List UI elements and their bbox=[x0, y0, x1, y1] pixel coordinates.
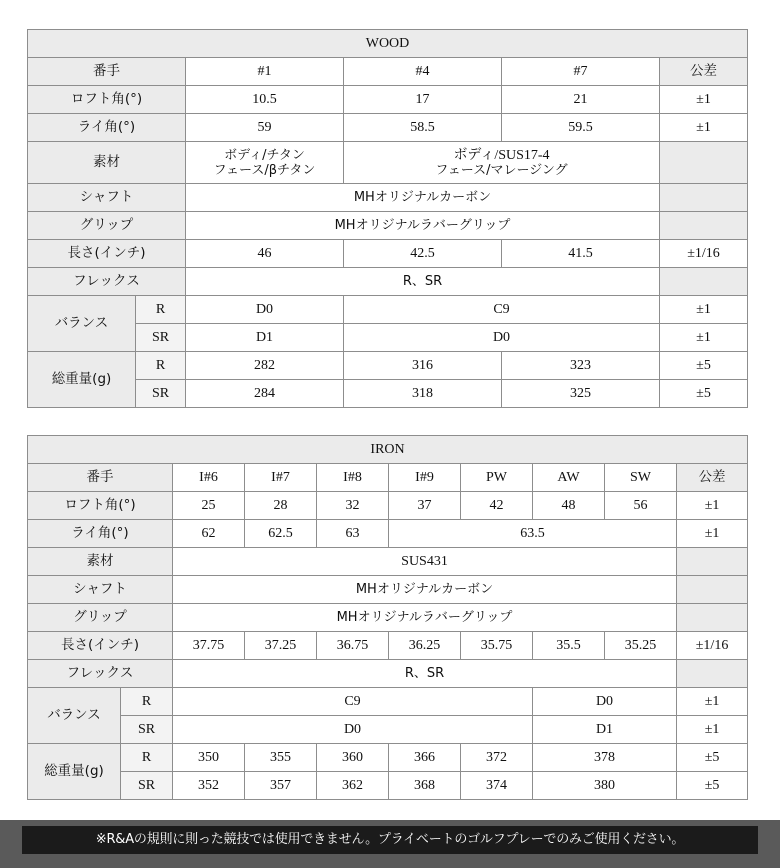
flex-sr-label: SR bbox=[136, 380, 186, 408]
table-row bbox=[28, 240, 748, 268]
row-label-grip: グリップ bbox=[28, 212, 186, 240]
length-value: 46 bbox=[186, 240, 344, 268]
wood-table-title: WOOD bbox=[28, 30, 748, 58]
weight-value: 323 bbox=[502, 352, 660, 380]
table-row bbox=[28, 576, 748, 604]
row-label-loft: ロフト角(°) bbox=[28, 492, 173, 520]
material-body: ボディ/SUS17-4 bbox=[453, 147, 550, 163]
row-label-flex: フレックス bbox=[28, 268, 186, 296]
weight-value: 366 bbox=[389, 744, 461, 772]
tolerance-value: ±1/16 bbox=[677, 632, 748, 660]
tolerance-value: ±1 bbox=[677, 520, 748, 548]
loft-value: 37 bbox=[389, 492, 461, 520]
flex-r-label: R bbox=[136, 296, 186, 324]
empty-cell bbox=[660, 184, 748, 212]
shaft-value: MHオリジナルカーボン bbox=[186, 184, 660, 212]
flex-value: R、SR bbox=[173, 660, 677, 688]
table-row bbox=[28, 142, 748, 184]
table-row bbox=[28, 184, 748, 212]
weight-value: 380 bbox=[533, 772, 677, 800]
flex-value: R、SR bbox=[186, 268, 660, 296]
usage-notice: ※R&Aの規則に則った競技では使用できません。プライベートのゴルフプレーでのみご使用ください。 bbox=[22, 826, 758, 854]
table-row bbox=[28, 436, 748, 464]
length-value: 35.75 bbox=[461, 632, 533, 660]
table-row bbox=[28, 548, 748, 576]
balance-value: D0 bbox=[344, 324, 660, 352]
balance-value: C9 bbox=[173, 688, 533, 716]
balance-value: D0 bbox=[173, 716, 533, 744]
row-label-weight: 総重量(g) bbox=[28, 744, 121, 800]
club-number: I#7 bbox=[245, 464, 317, 492]
lie-value: 58.5 bbox=[344, 114, 502, 142]
row-label-weight: 総重量(g) bbox=[28, 352, 136, 408]
iron-table-title: IRON bbox=[28, 436, 748, 464]
table-row bbox=[28, 716, 748, 744]
club-number: #7 bbox=[502, 58, 660, 86]
grip-value: MHオリジナルラバーグリップ bbox=[173, 604, 677, 632]
balance-value: C9 bbox=[344, 296, 660, 324]
row-label-balance: バランス bbox=[28, 296, 136, 352]
tolerance-value: ±1/16 bbox=[660, 240, 748, 268]
table-row bbox=[28, 744, 748, 772]
tolerance-value: ±5 bbox=[677, 772, 748, 800]
tolerance-value: ±1 bbox=[660, 86, 748, 114]
weight-value: 374 bbox=[461, 772, 533, 800]
balance-value: D0 bbox=[533, 688, 677, 716]
row-label-number: 番手 bbox=[28, 464, 173, 492]
tolerance-header: 公差 bbox=[660, 58, 748, 86]
empty-cell bbox=[660, 142, 748, 184]
wood-spec-table bbox=[27, 29, 748, 408]
tolerance-value: ±5 bbox=[660, 352, 748, 380]
row-label-lie: ライ角(°) bbox=[28, 520, 173, 548]
table-row bbox=[28, 30, 748, 58]
material-value: SUS431 bbox=[173, 548, 677, 576]
loft-value: 32 bbox=[317, 492, 389, 520]
club-number: I#6 bbox=[173, 464, 245, 492]
loft-value: 42 bbox=[461, 492, 533, 520]
lie-value: 59 bbox=[186, 114, 344, 142]
tolerance-header: 公差 bbox=[677, 464, 748, 492]
table-row bbox=[28, 380, 748, 408]
table-row bbox=[28, 352, 748, 380]
material-cell bbox=[344, 142, 660, 184]
lie-value: 63.5 bbox=[389, 520, 677, 548]
tolerance-value: ±1 bbox=[660, 324, 748, 352]
tolerance-value: ±1 bbox=[677, 688, 748, 716]
loft-value: 10.5 bbox=[186, 86, 344, 114]
loft-value: 56 bbox=[605, 492, 677, 520]
loft-value: 28 bbox=[245, 492, 317, 520]
row-label-number: 番手 bbox=[28, 58, 186, 86]
flex-sr-label: SR bbox=[121, 772, 173, 800]
row-label-material: 素材 bbox=[28, 142, 186, 184]
tolerance-value: ±1 bbox=[677, 716, 748, 744]
weight-value: 284 bbox=[186, 380, 344, 408]
length-value: 35.5 bbox=[533, 632, 605, 660]
weight-value: 316 bbox=[344, 352, 502, 380]
weight-value: 282 bbox=[186, 352, 344, 380]
tolerance-value: ±1 bbox=[677, 492, 748, 520]
length-value: 36.75 bbox=[317, 632, 389, 660]
club-number: #1 bbox=[186, 58, 344, 86]
row-label-grip: グリップ bbox=[28, 604, 173, 632]
weight-value: 318 bbox=[344, 380, 502, 408]
balance-value: D1 bbox=[186, 324, 344, 352]
flex-sr-label: SR bbox=[136, 324, 186, 352]
table-row bbox=[28, 296, 748, 324]
weight-value: 357 bbox=[245, 772, 317, 800]
loft-value: 48 bbox=[533, 492, 605, 520]
table-row bbox=[28, 492, 748, 520]
table-row bbox=[28, 772, 748, 800]
club-number: #4 bbox=[344, 58, 502, 86]
loft-value: 25 bbox=[173, 492, 245, 520]
material-face: フェース/マレージング bbox=[435, 162, 568, 178]
lie-value: 59.5 bbox=[502, 114, 660, 142]
weight-value: 378 bbox=[533, 744, 677, 772]
weight-value: 360 bbox=[317, 744, 389, 772]
flex-r-label: R bbox=[121, 744, 173, 772]
table-row bbox=[28, 520, 748, 548]
table-row bbox=[28, 604, 748, 632]
empty-cell bbox=[660, 268, 748, 296]
club-number: SW bbox=[605, 464, 677, 492]
lie-value: 63 bbox=[317, 520, 389, 548]
length-value: 37.25 bbox=[245, 632, 317, 660]
weight-value: 372 bbox=[461, 744, 533, 772]
row-label-material: 素材 bbox=[28, 548, 173, 576]
weight-value: 350 bbox=[173, 744, 245, 772]
table-row bbox=[28, 212, 748, 240]
length-value: 41.5 bbox=[502, 240, 660, 268]
tolerance-value: ±5 bbox=[660, 380, 748, 408]
length-value: 42.5 bbox=[344, 240, 502, 268]
weight-value: 355 bbox=[245, 744, 317, 772]
weight-value: 368 bbox=[389, 772, 461, 800]
length-value: 35.25 bbox=[605, 632, 677, 660]
table-row bbox=[28, 632, 748, 660]
empty-cell bbox=[677, 604, 748, 632]
row-label-lie: ライ角(°) bbox=[28, 114, 186, 142]
material-face: フェース/βチタン bbox=[213, 162, 316, 178]
length-value: 37.75 bbox=[173, 632, 245, 660]
row-label-shaft: シャフト bbox=[28, 576, 173, 604]
table-row bbox=[28, 660, 748, 688]
material-cell bbox=[186, 142, 344, 184]
lie-value: 62.5 bbox=[245, 520, 317, 548]
tolerance-value: ±1 bbox=[660, 296, 748, 324]
row-label-loft: ロフト角(°) bbox=[28, 86, 186, 114]
weight-value: 362 bbox=[317, 772, 389, 800]
empty-cell bbox=[677, 576, 748, 604]
flex-r-label: R bbox=[121, 688, 173, 716]
club-number: PW bbox=[461, 464, 533, 492]
material-body: ボディ/チタン bbox=[224, 147, 305, 163]
flex-sr-label: SR bbox=[121, 716, 173, 744]
flex-r-label: R bbox=[136, 352, 186, 380]
length-value: 36.25 bbox=[389, 632, 461, 660]
empty-cell bbox=[660, 212, 748, 240]
club-number: I#8 bbox=[317, 464, 389, 492]
balance-value: D0 bbox=[186, 296, 344, 324]
table-row bbox=[28, 688, 748, 716]
loft-value: 17 bbox=[344, 86, 502, 114]
row-label-balance: バランス bbox=[28, 688, 121, 744]
row-label-flex: フレックス bbox=[28, 660, 173, 688]
table-row bbox=[28, 324, 748, 352]
loft-value: 21 bbox=[502, 86, 660, 114]
table-row bbox=[28, 464, 748, 492]
empty-cell bbox=[677, 660, 748, 688]
empty-cell bbox=[677, 548, 748, 576]
shaft-value: MHオリジナルカーボン bbox=[173, 576, 677, 604]
balance-value: D1 bbox=[533, 716, 677, 744]
table-row bbox=[28, 268, 748, 296]
club-number: AW bbox=[533, 464, 605, 492]
row-label-shaft: シャフト bbox=[28, 184, 186, 212]
club-number: I#9 bbox=[389, 464, 461, 492]
tolerance-value: ±1 bbox=[660, 114, 748, 142]
iron-spec-table bbox=[27, 435, 748, 800]
weight-value: 352 bbox=[173, 772, 245, 800]
table-row bbox=[28, 58, 748, 86]
lie-value: 62 bbox=[173, 520, 245, 548]
table-row bbox=[28, 114, 748, 142]
row-label-length: 長さ(インチ) bbox=[28, 632, 173, 660]
tolerance-value: ±5 bbox=[677, 744, 748, 772]
grip-value: MHオリジナルラバーグリップ bbox=[186, 212, 660, 240]
row-label-length: 長さ(インチ) bbox=[28, 240, 186, 268]
weight-value: 325 bbox=[502, 380, 660, 408]
table-row bbox=[28, 86, 748, 114]
